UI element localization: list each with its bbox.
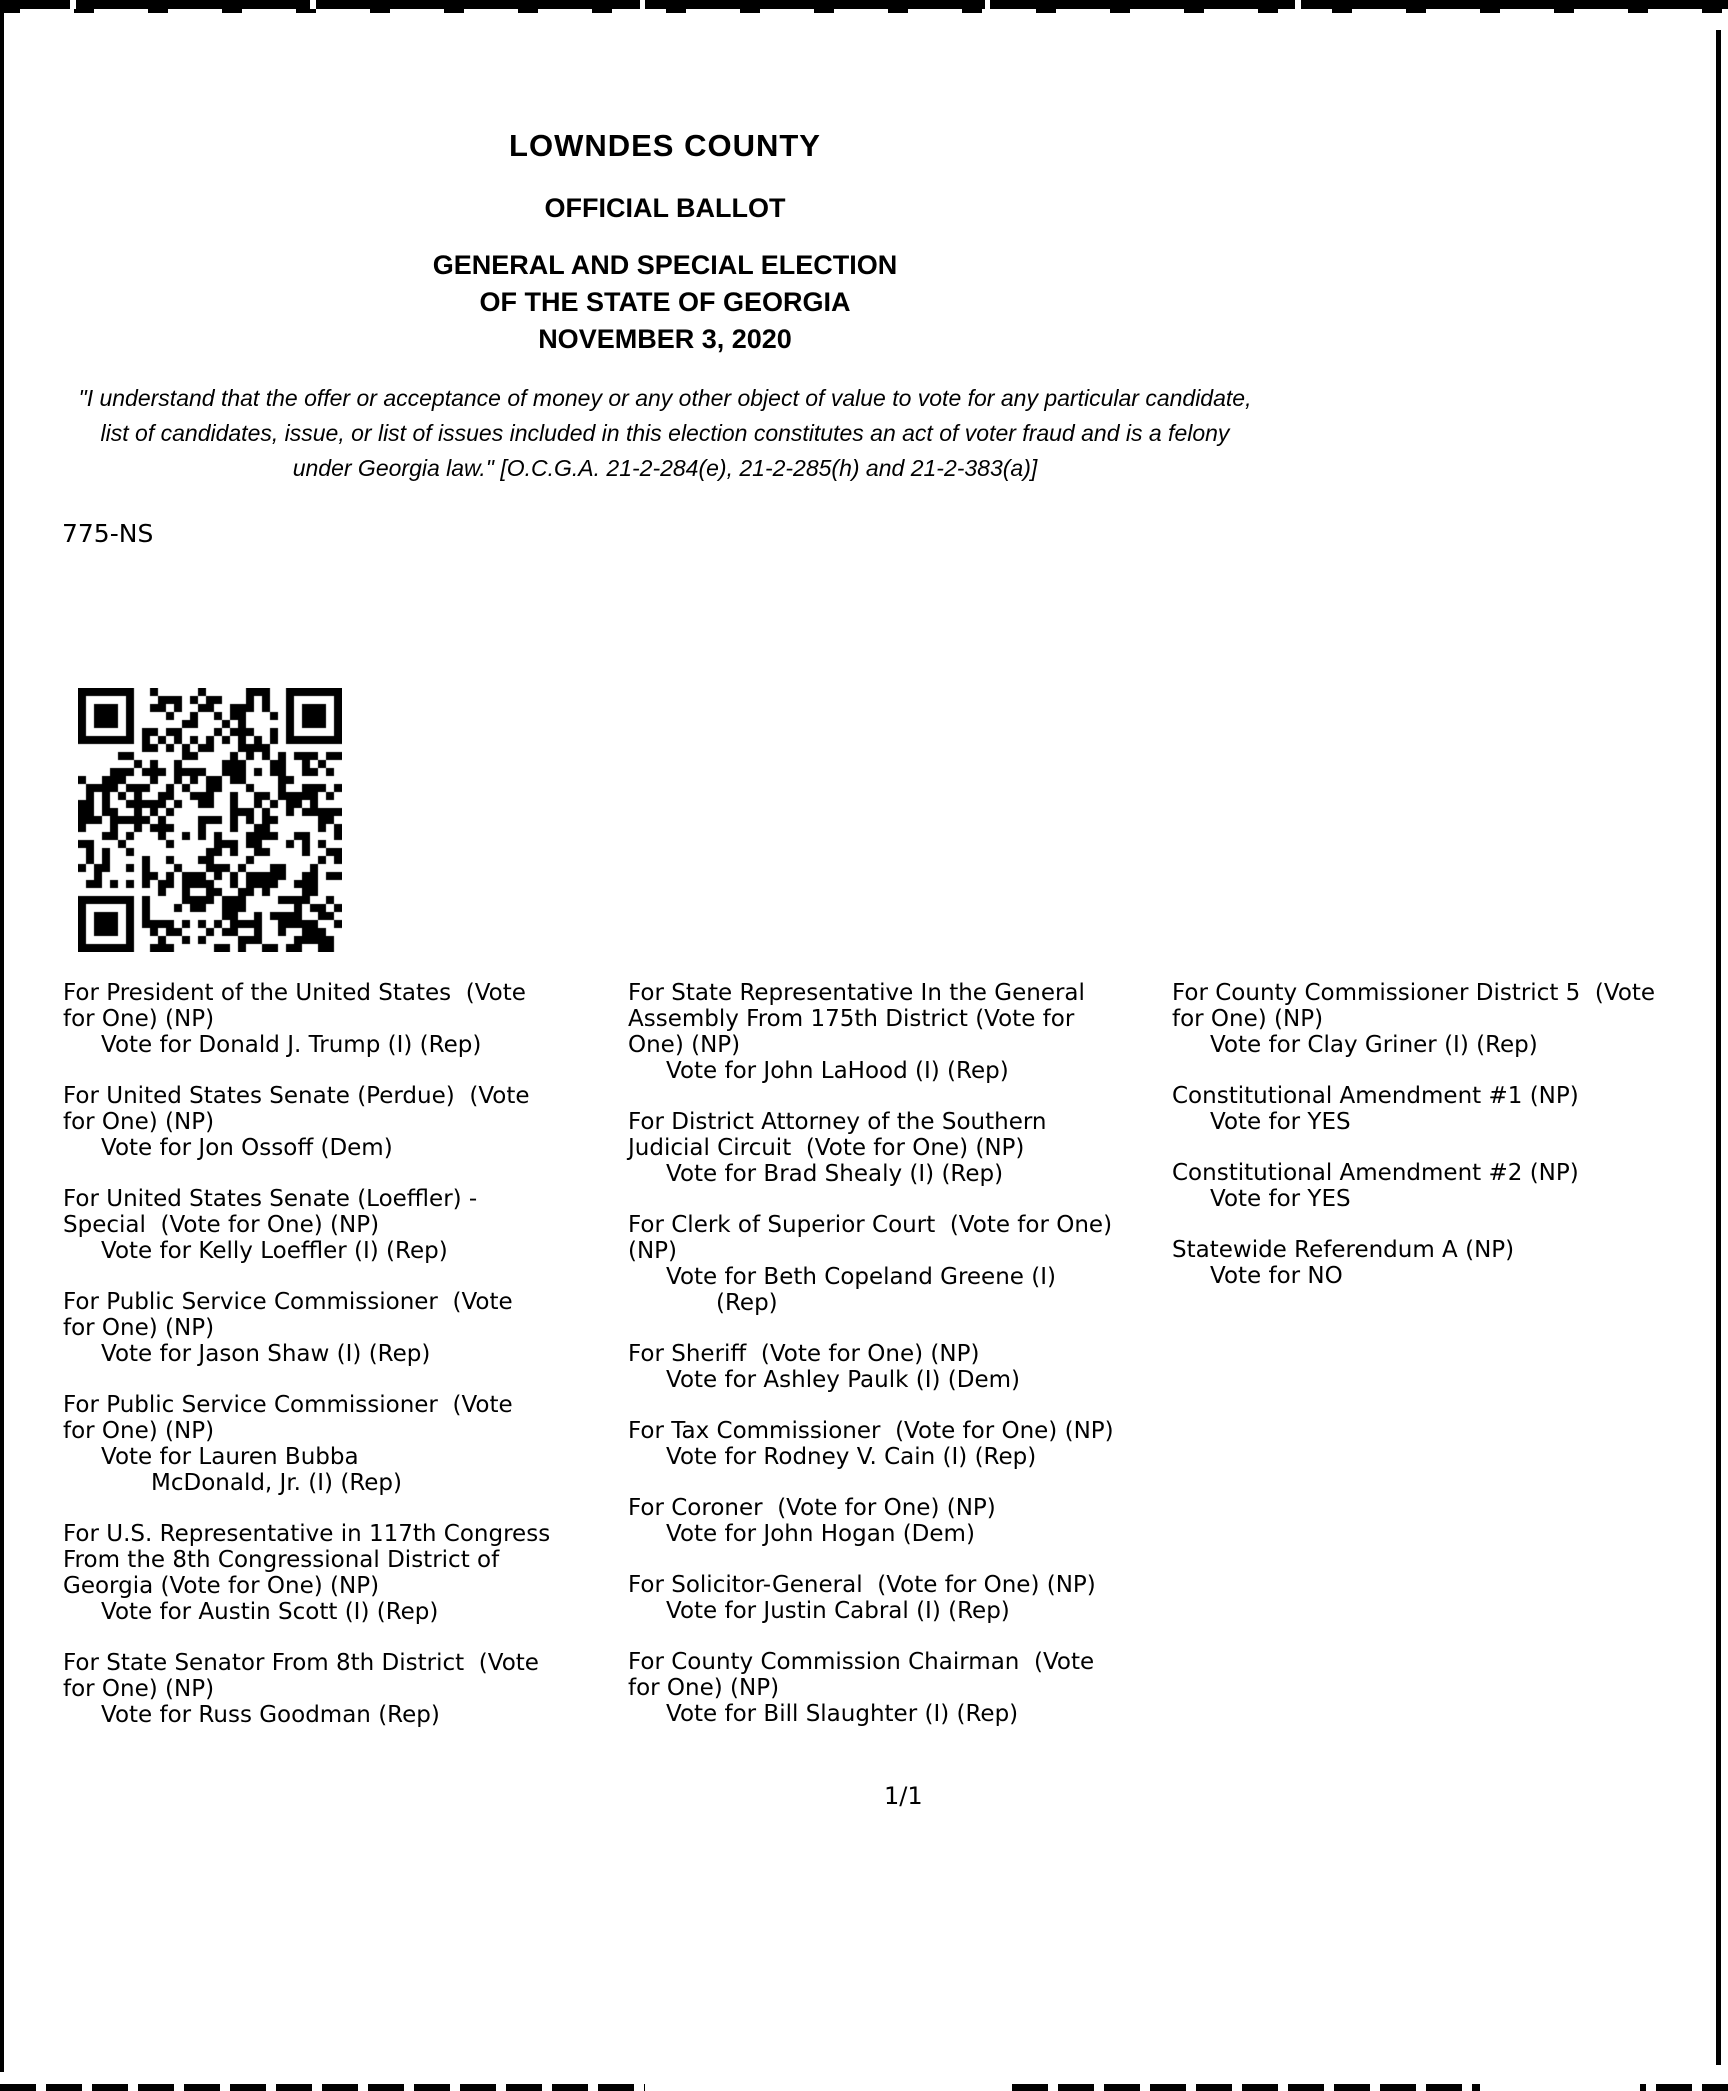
contest-heading-line: Constitutional Amendment #2 (NP) [1172, 1160, 1579, 1186]
bottom-edge-gap [645, 2084, 1010, 2091]
contest [63, 980, 550, 1058]
contest-heading-line: For County Commission Chairman (Vote [628, 1649, 1095, 1675]
contest-heading-line: For Coroner (Vote for One) (NP) [628, 1495, 996, 1521]
vote-selection-line: Vote for Lauren Bubba [101, 1444, 359, 1470]
contest-heading-line: for One) (NP) [63, 1109, 215, 1135]
contest-heading-line: For State Senator From 8th District (Vote [63, 1650, 539, 1676]
contest-heading-line: Judicial Circuit (Vote for One) (NP) [628, 1135, 1025, 1161]
vote-selection-line: Vote for Brad Shealy (I) (Rep) [666, 1161, 1004, 1187]
contest [63, 1083, 550, 1161]
contest [1172, 1083, 1655, 1135]
vote-selection-line: Vote for Beth Copeland Greene (I) [666, 1264, 1056, 1290]
contest-heading-line: One) (NP) [628, 1032, 741, 1058]
right-edge-scan-line [1716, 30, 1721, 2065]
contest [628, 1212, 1114, 1316]
disclaimer-line: under Georgia law." [O.C.G.A. 21-2-284(e), 21-2-285(h) and 21-2-383(a)] [292, 455, 1038, 481]
ballot-type-title: OFFICIAL BALLOT [544, 193, 786, 223]
bottom-edge-gap [1480, 2084, 1640, 2091]
vote-selection-line: Vote for NO [1210, 1263, 1343, 1289]
disclaimer-line: "I understand that the offer or acceptance of money or any other object of value to vote for any particular candidate, [78, 385, 1252, 411]
contest [63, 1289, 550, 1367]
voter-fraud-disclaimer [0, 381, 1330, 486]
contest-heading-line: for One) (NP) [63, 1006, 215, 1032]
county-title: LOWNDES COUNTY [509, 128, 821, 163]
top-edge-scan-artifact [0, 0, 1728, 9]
vote-selection-line: (Rep) [716, 1290, 778, 1316]
contest-heading-line: Constitutional Amendment #1 (NP) [1172, 1083, 1579, 1109]
contest [63, 1521, 550, 1625]
vote-selection-line: Vote for John Hogan (Dem) [666, 1521, 975, 1547]
contest [628, 980, 1114, 1084]
contest-heading-line: for One) (NP) [63, 1676, 215, 1702]
ballot-column-3 [1172, 980, 1655, 1314]
vote-selection-line: Vote for Jon Ossoff (Dem) [101, 1135, 393, 1161]
contest-heading-line: for One) (NP) [628, 1675, 780, 1701]
vote-selection-line: Vote for John LaHood (I) (Rep) [666, 1058, 1009, 1084]
contest-heading-line: For Public Service Commissioner (Vote [63, 1289, 513, 1315]
contest-heading-line: For Tax Commissioner (Vote for One) (NP) [628, 1418, 1114, 1444]
contest-heading-line: for One) (NP) [63, 1315, 215, 1341]
contest [628, 1418, 1114, 1470]
page-indicator: 1/1 [884, 1782, 923, 1810]
contest-heading-line: For District Attorney of the Southern [628, 1109, 1047, 1135]
ballot-column-1 [63, 980, 550, 1753]
contest-heading-line: Statewide Referendum A (NP) [1172, 1237, 1515, 1263]
contest-heading-line: For President of the United States (Vote [63, 980, 526, 1006]
contest-heading-line: For State Representative In the General [628, 980, 1085, 1006]
contest-heading-line: Assembly From 175th District (Vote for [628, 1006, 1075, 1032]
vote-selection-line: Vote for Clay Griner (I) (Rep) [1210, 1032, 1538, 1058]
contest [63, 1186, 550, 1264]
contest [1172, 980, 1655, 1058]
contest-heading-line: For Clerk of Superior Court (Vote for One) [628, 1212, 1113, 1238]
contest-heading-line: for One) (NP) [1172, 1006, 1324, 1032]
contest [63, 1650, 550, 1728]
vote-selection-line: Vote for Rodney V. Cain (I) (Rep) [666, 1444, 1037, 1470]
contest [628, 1572, 1114, 1624]
contest [63, 1392, 550, 1496]
vote-selection-line: Vote for YES [1210, 1186, 1351, 1212]
election-title-line: OF THE STATE OF GEORGIA [479, 287, 851, 317]
vote-selection-line: Vote for Bill Slaughter (I) (Rep) [666, 1701, 1019, 1727]
contest-heading-line: From the 8th Congressional District of [63, 1547, 500, 1573]
contest [628, 1341, 1114, 1393]
contest [628, 1649, 1114, 1727]
top-edge-dashes-artifact [0, 9, 1728, 13]
disclaimer-line: list of candidates, issue, or list of issues included in this election constitutes an act of voter fraud and is a felony [100, 420, 1230, 446]
election-title-line: NOVEMBER 3, 2020 [538, 324, 792, 354]
ballot-column-2 [628, 980, 1114, 1752]
election-title [0, 247, 1330, 358]
contest-heading-line: For United States Senate (Loeffler) - [63, 1186, 478, 1212]
contest-heading-line: For County Commissioner District 5 (Vote [1172, 980, 1656, 1006]
ballot-style-code: 775-NS [62, 519, 154, 548]
contest [628, 1109, 1114, 1187]
contest-heading-line: For Solicitor-General (Vote for One) (NP) [628, 1572, 1096, 1598]
contest [628, 1495, 1114, 1547]
vote-selection-line: Vote for Donald J. Trump (I) (Rep) [101, 1032, 482, 1058]
contest [1172, 1237, 1655, 1289]
contest-heading-line: For Public Service Commissioner (Vote [63, 1392, 513, 1418]
election-title-line: GENERAL AND SPECIAL ELECTION [432, 250, 898, 280]
vote-selection-line: Vote for YES [1210, 1109, 1351, 1135]
vote-selection-line: Vote for Ashley Paulk (I) (Dem) [666, 1367, 1020, 1393]
contest-heading-line: Georgia (Vote for One) (NP) [63, 1573, 380, 1599]
contest-heading-line: Special (Vote for One) (NP) [63, 1212, 380, 1238]
vote-selection-line: Vote for Justin Cabral (I) (Rep) [666, 1598, 1010, 1624]
contest-heading-line: For Sheriff (Vote for One) (NP) [628, 1341, 980, 1367]
qr-code [78, 688, 342, 952]
ballot-header [0, 128, 1330, 358]
vote-selection-line: Vote for Kelly Loeffler (I) (Rep) [101, 1238, 448, 1264]
vote-selection-line: Vote for Austin Scott (I) (Rep) [101, 1599, 439, 1625]
vote-selection-line: Vote for Jason Shaw (I) (Rep) [101, 1341, 431, 1367]
vote-selection-line: Vote for Russ Goodman (Rep) [101, 1702, 440, 1728]
contest-heading-line: For United States Senate (Perdue) (Vote [63, 1083, 530, 1109]
contest-heading-line: for One) (NP) [63, 1418, 215, 1444]
contest-heading-line: (NP) [628, 1238, 678, 1264]
vote-selection-line: McDonald, Jr. (I) (Rep) [151, 1470, 402, 1496]
contest-heading-line: For U.S. Representative in 117th Congress [63, 1521, 551, 1547]
contest [1172, 1160, 1655, 1212]
